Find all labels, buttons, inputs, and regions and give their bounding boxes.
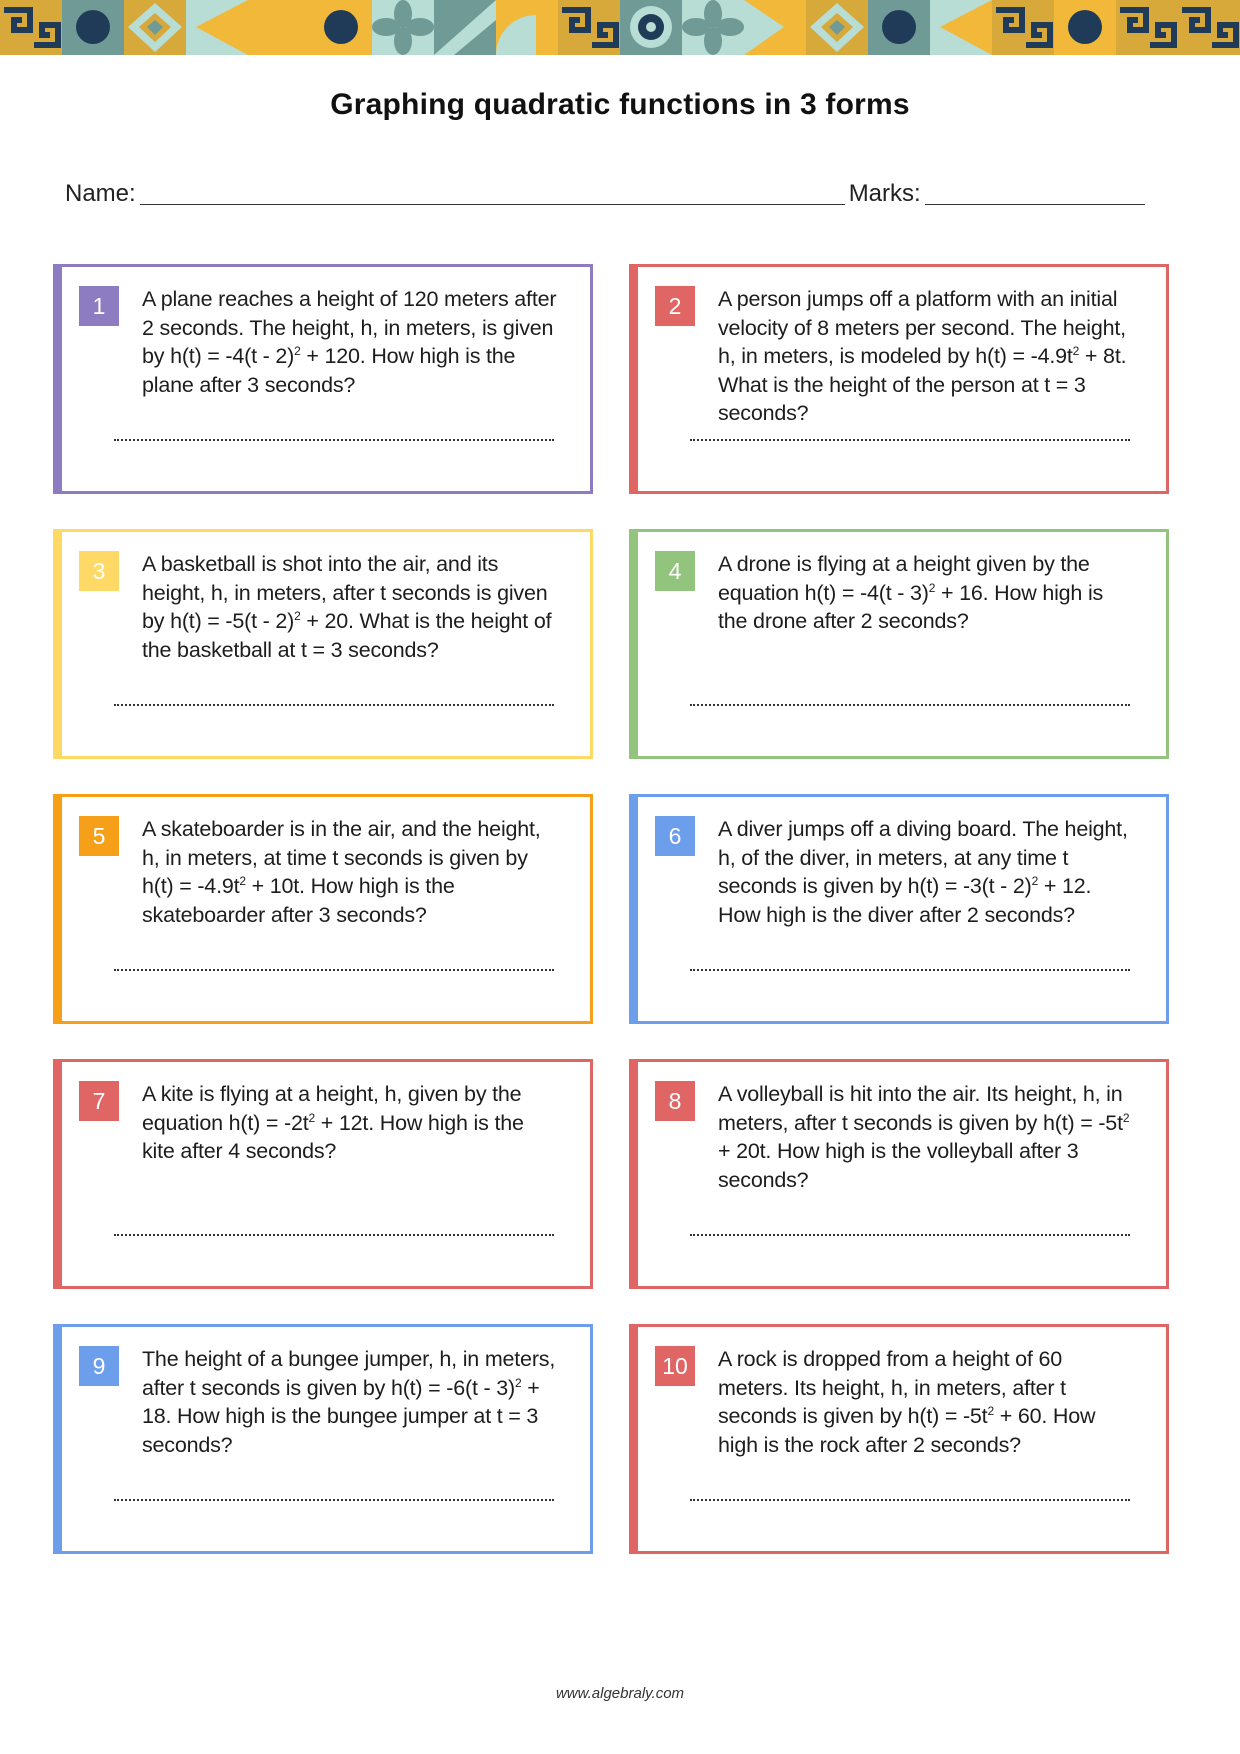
- banner-pattern-tile: [620, 0, 682, 55]
- question-card-7: [53, 1059, 593, 1289]
- question-text-line: plane after 3 seconds?: [142, 372, 356, 397]
- name-field-line[interactable]: [140, 178, 845, 205]
- banner-pattern-tile: [744, 0, 806, 55]
- banner-pattern-tile: [682, 0, 744, 55]
- question-text: [718, 1080, 1163, 1194]
- question-text-line: height, h, in meters, after t seconds is given: [142, 580, 548, 605]
- banner-pattern-tile: [496, 0, 558, 55]
- question-text-line: by h(t) = -4(t - 2)$^2$ + 120. How high is the: [142, 343, 516, 368]
- question-number-badge: 7: [79, 1081, 119, 1121]
- question-text-line: skateboarder after 3 seconds?: [142, 902, 427, 927]
- banner-pattern-tile: [558, 0, 620, 55]
- question-text: [718, 815, 1163, 929]
- answer-line[interactable]: [690, 1499, 1130, 1501]
- question-text: [142, 815, 587, 929]
- question-text-line: seconds is given by h(t) = -3(t - 2)$^2$ + 12.: [718, 873, 1092, 898]
- question-card-3: [53, 529, 593, 759]
- question-card-4: [629, 529, 1169, 759]
- name-marks-row: [65, 178, 1155, 208]
- question-text-line: A plane reaches a height of 120 meters after: [142, 287, 557, 311]
- question-card-8: [629, 1059, 1169, 1289]
- question-text: [718, 1345, 1163, 1459]
- banner-pattern-tile: [124, 0, 186, 55]
- banner-pattern-tile: [62, 0, 124, 55]
- answer-line[interactable]: [114, 704, 554, 706]
- question-card-10: [629, 1324, 1169, 1554]
- question-number-badge: 8: [655, 1081, 695, 1121]
- question-text-line: seconds?: [718, 401, 809, 425]
- question-text-line: h, in meters, at time t seconds is given by: [142, 845, 528, 870]
- question-text-line: equation $h(t) = -2t^2 + 12t$. How high is the: [142, 1110, 524, 1135]
- question-text-line: meters, after t seconds is given by $h(t) = -5t^2$: [718, 1110, 1130, 1135]
- answer-line[interactable]: [690, 1234, 1130, 1236]
- page-title: Graphing quadratic functions in 3 forms: [330, 88, 910, 121]
- question-text-line: velocity of 8 meters per second. The height,: [718, 315, 1126, 340]
- banner-pattern-tile: [1054, 0, 1116, 55]
- answer-line[interactable]: [690, 439, 1130, 441]
- question-number-badge: 2: [655, 286, 695, 326]
- question-text-line: seconds?: [718, 1167, 809, 1192]
- answer-line[interactable]: [114, 1499, 554, 1501]
- question-text-line: A volleyball is hit into the air. Its height, h, in: [718, 1082, 1123, 1106]
- question-text-line: A diver jumps off a diving board. The height,: [718, 817, 1128, 841]
- banner-pattern-tile: [0, 0, 62, 55]
- question-number-badge: 9: [79, 1346, 119, 1386]
- question-number-badge: 1: [79, 286, 119, 326]
- question-number-badge: 6: [655, 816, 695, 856]
- question-number-badge: 3: [79, 551, 119, 591]
- question-card-2: [629, 264, 1169, 494]
- question-text: [718, 285, 1163, 428]
- question-number-badge: 10: [655, 1346, 695, 1386]
- question-text-line: after t seconds is given by h(t) = -6(t - 3)$^2$ +: [142, 1375, 540, 1400]
- name-label: Name:: [65, 180, 136, 207]
- question-text-line: What is the height of the person at t = 3: [718, 372, 1086, 397]
- question-text: [142, 285, 587, 399]
- question-text-line: 2 seconds. The height, h, in meters, is given: [142, 315, 554, 340]
- answer-line[interactable]: [114, 969, 554, 971]
- question-text-line: A kite is flying at a height, h, given by the: [142, 1082, 522, 1106]
- question-text: [142, 1080, 587, 1166]
- question-text-line: the drone after 2 seconds?: [718, 609, 969, 633]
- question-text-line: + 20t. How high is the volleyball after 3: [718, 1139, 1079, 1163]
- answer-line[interactable]: [690, 969, 1130, 971]
- banner-pattern-tile: [992, 0, 1054, 55]
- banner-pattern-tile: [248, 0, 310, 55]
- marks-label: Marks:: [848, 180, 921, 207]
- question-text-line: equation h(t) = -4(t - 3)$^2$ + 16. How high is: [718, 580, 1104, 605]
- question-text-line: seconds is given by $h(t) = -5t^2 + 60$. How: [718, 1403, 1096, 1428]
- banner-pattern-tile: [868, 0, 930, 55]
- banner-pattern-tile: [1178, 0, 1240, 55]
- question-text-line: A skateboarder is in the air, and the height,: [142, 817, 541, 841]
- question-text-line: h, in meters, is modeled by $h(t) = -4.9t^2 + 8t$.: [718, 343, 1127, 368]
- question-text-line: A basketball is shot into the air, and its: [142, 552, 499, 576]
- question-text-line: $h(t) = -4.9t^2 + 10t$. How high is the: [142, 873, 455, 898]
- decorative-banner: [0, 0, 1240, 55]
- banner-pattern-tile: [372, 0, 434, 55]
- question-card-9: [53, 1324, 593, 1554]
- question-text-line: 18. How high is the bungee jumper at t = 3: [142, 1404, 539, 1428]
- answer-line[interactable]: [690, 704, 1130, 706]
- question-text-line: seconds?: [142, 1432, 233, 1457]
- question-text-line: A rock is dropped from a height of 60: [718, 1347, 1062, 1371]
- question-text-line: How high is the diver after 2 seconds?: [718, 902, 1075, 927]
- footer-url: www.algebraly.com: [555, 1685, 685, 1702]
- question-text-line: meters. Its height, h, in meters, after t: [718, 1375, 1066, 1400]
- question-text-line: h, of the diver, in meters, at any time t: [718, 845, 1069, 870]
- question-text-line: the basketball at t = 3 seconds?: [142, 637, 439, 662]
- question-text: [142, 1345, 587, 1459]
- question-text-line: high is the rock after 2 seconds?: [718, 1432, 1021, 1457]
- question-card-5: [53, 794, 593, 1024]
- question-text-line: A drone is flying at a height given by the: [718, 552, 1090, 576]
- answer-line[interactable]: [114, 1234, 554, 1236]
- banner-pattern-tile: [310, 0, 372, 55]
- question-text-line: A person jumps off a platform with an initial: [718, 287, 1118, 311]
- question-text-line: by h(t) = -5(t - 2)$^2$ + 20. What is the height of: [142, 608, 552, 633]
- question-text-line: The height of a bungee jumper, h, in meters,: [142, 1347, 556, 1371]
- question-card-1: [53, 264, 593, 494]
- question-text-line: kite after 4 seconds?: [142, 1139, 337, 1163]
- banner-pattern-tile: [1116, 0, 1178, 55]
- question-number-badge: 5: [79, 816, 119, 856]
- banner-pattern-tile: [186, 0, 248, 55]
- question-text: [718, 550, 1163, 636]
- banner-pattern-tile: [434, 0, 496, 55]
- question-card-6: [629, 794, 1169, 1024]
- question-text: [142, 550, 587, 664]
- question-number-badge: 4: [655, 551, 695, 591]
- banner-pattern-tile: [930, 0, 992, 55]
- banner-pattern-tile: [806, 0, 868, 55]
- answer-line[interactable]: [114, 439, 554, 441]
- marks-field-line[interactable]: [925, 178, 1145, 205]
